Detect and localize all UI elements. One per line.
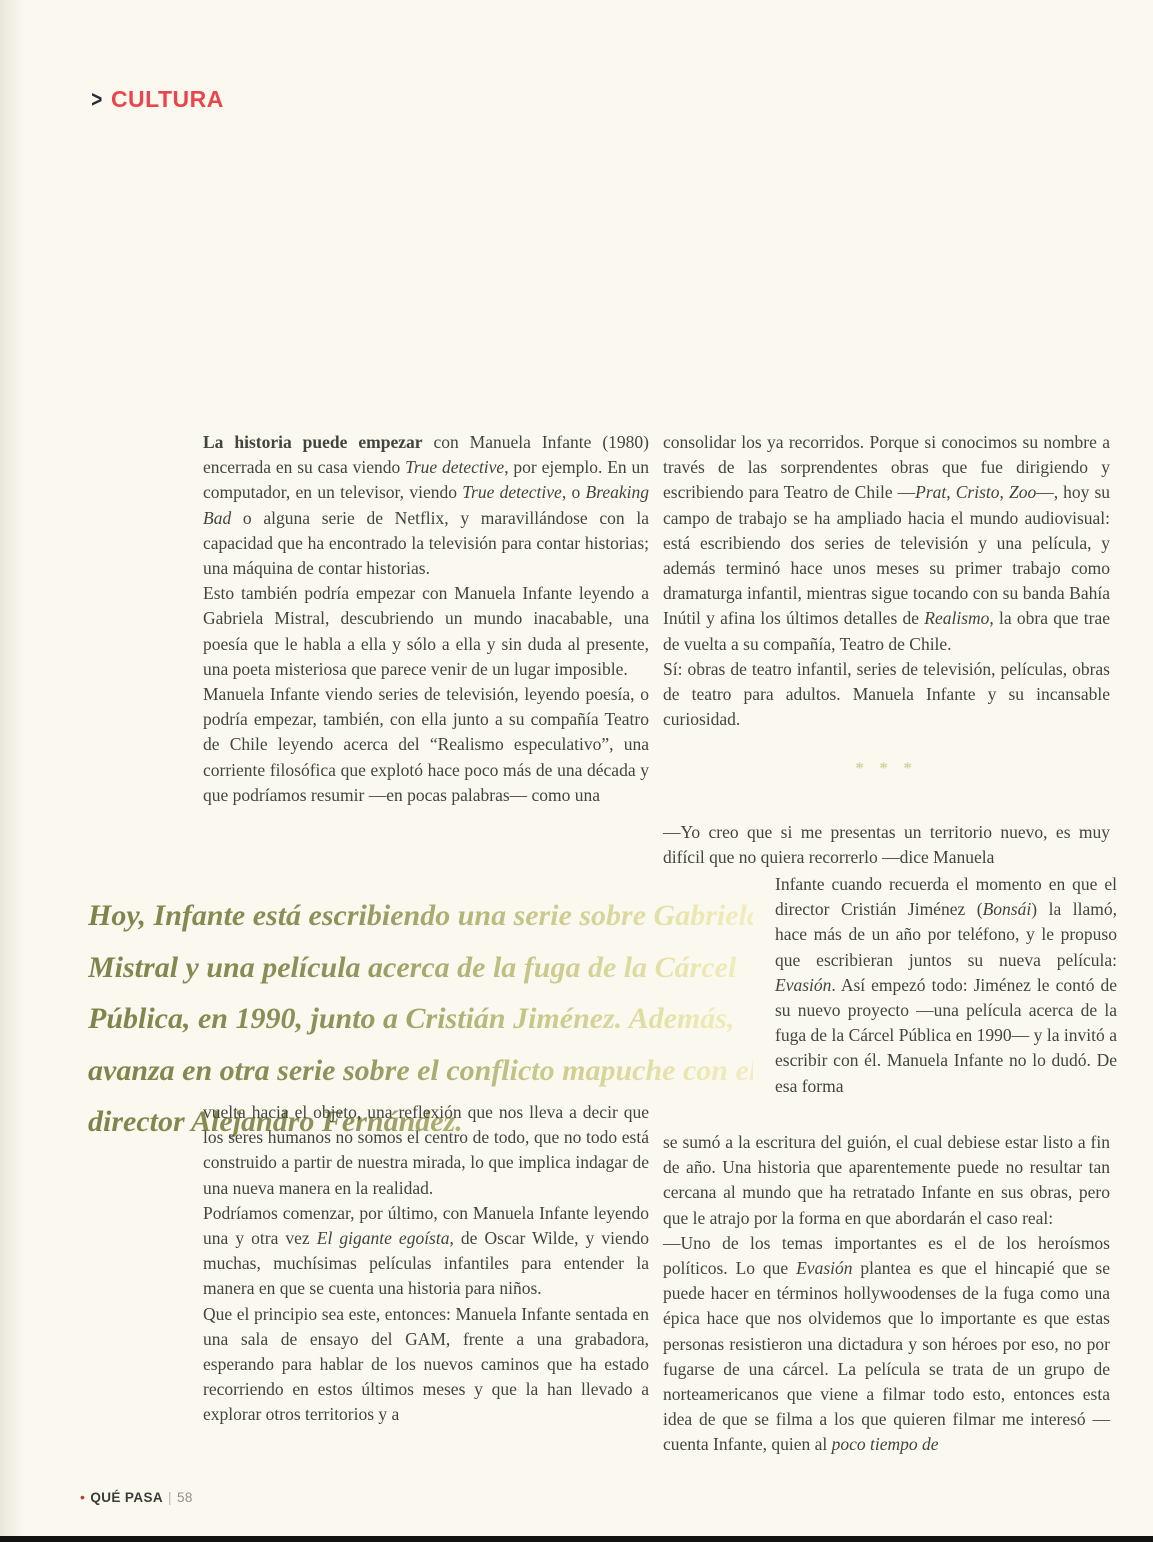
page-footer — [80, 1489, 193, 1505]
paragraph: Esto también podría empezar con Manuela Infante leyendo a Gabriela Mistral, descubriendo un mundo inacabable, una poesía que le habla a ella y sólo a ella y sin duda al presente, una poeta misteriosa que parece venir de un lugar imposible. — [203, 583, 649, 679]
left-column-top — [203, 430, 649, 808]
paragraph: vuelta hacia el objeto, una reflexión que nos lleva a decir que los seres humanos no somos el centro de todo, que no todo está construido a partir de nuestra mirada, lo que implica indagar de una nueva manera en la realidad. — [203, 1102, 649, 1198]
magazine-name: QUÉ PASA — [90, 1490, 164, 1505]
paragraph: Sí: obras de teatro infantil, series de televisión, películas, obras de teatro para adultos. Manuela Infante y su incansable curiosidad. — [663, 658, 1110, 730]
asterisk-separator: * * * — [855, 760, 918, 777]
scan-edge-shadow — [0, 0, 24, 1542]
right-column-bottom — [663, 1130, 1110, 1458]
scan-bottom-edge — [0, 1536, 1153, 1542]
paragraph: Podríamos comenzar, por último, con Manuela Infante leyendo una y otra vez El gigante egoísta, de Oscar Wilde, y viendo muchas, muchísimas películas infantiles para entender la manera en que se cuenta una historia para niños. — [203, 1202, 649, 1299]
paragraph: La historia puede empezar con Manuela Infante (1980) encerrada en su casa viendo True detective, por ejemplo. En un computador, en un televisor, viendo True detective, o Breaking Bad o alguna serie de Netflix, y maravillándose con la capacidad que ha encontrado la televisión para contar historias; una máquina de contar historias. — [203, 432, 649, 579]
section-header — [90, 86, 224, 113]
right-column-indented-wrap — [775, 872, 1117, 1099]
right-column-interview-lead — [663, 820, 1110, 870]
footer-divider: | — [168, 1490, 172, 1505]
right-column-top — [663, 430, 1110, 732]
paragraph: Manuela Infante viendo series de televisión, leyendo poesía, o podría empezar, también, con ella junto a su compañía Teatro de Chile leyendo acerca del “Realismo especulativo”, una corriente filosófica que explotó hace poco más de una década y que podríamos resumir —en pocas palabras— como una — [203, 684, 649, 805]
chevron-right-icon: > — [91, 86, 103, 112]
paragraph: se sumó a la escritura del guión, el cual debiese estar listo a fin de año. Una historia que aparentemente puede no resultar tan cercana al mundo que ha retratado Infante en sus obras, pero que le atrajo por la forma en que abordarán el caso real: — [663, 1132, 1110, 1228]
paragraph: consolidar los ya recorridos. Porque si conocimos su nombre a través de las sorprendentes obras que fue dirigiendo y escribiendo para Teatro de Chile —Prat, Cristo, Zoo—, hoy su campo de trabajo se ha ampliado hacia el mundo audiovisual: está escribiendo dos series de televisión y una película, y además terminó hace unos meses su primer trabajo como dramaturga infantil, mientras sigue tocando con su banda Bahía Inútil y afina los últimos detalles de Realismo, la obra que trae de vuelta a su compañía, Teatro de Chile. — [663, 432, 1111, 654]
paragraph: —Uno de los temas importantes es el de los heroísmos políticos. Lo que Evasión plantea es que el hincapié que se puede hacer en términos hollywoodenses de la fuga como una épica hace que nos olvidemos que lo importante es que estas personas resistieron una dictadura y son héroes por eso, no por fugarse de una cárcel. La película se trata de un grupo de norteamericanos que viene a filmar todo esto, entonces esta idea de que se filma a los que quieren filmar me interesó —cuenta Infante, quien al poco tiempo de — [663, 1232, 1111, 1455]
section-label: CULTURA — [110, 86, 224, 112]
page-number: 58 — [176, 1490, 193, 1505]
pull-quote: Hoy, Infante está escribiendo una serie sobre Gabriela Mistral y una película acerca de la fuga de la Cárcel Pública, en 1990, junto a Cristián Jiménez. Además, avanza en otra serie sobre el conflicto mapuche con el director Alejandro Fernández. — [88, 890, 753, 1148]
paragraph: Que el principio sea este, entonces: Manuela Infante sentada en una sala de ensayo del GAM, frente a una grabadora, esperando para hablar de los nuevos caminos que ha estado recorriendo en estos últimos meses y que la han llevado a explorar otros territorios y a — [203, 1303, 649, 1425]
footer-bullet-icon: • — [80, 1489, 86, 1505]
paragraph: —Yo creo que si me presentas un territorio nuevo, es muy difícil que no quiera recorrerlo —dice Manuela — [663, 822, 1110, 868]
left-column-bottom — [203, 1100, 649, 1428]
paragraph: Infante cuando recuerda el momento en que el director Cristián Jiménez (Bonsái) la llamó, hace más de un año por teléfono, y le propuso que escribieran juntos su nueva película: Evasión. Así empezó todo: Jiménez le contó de su nuevo proyecto —una película acerca de la fuga de la Cárcel Pública en 1990— y la invitó a escribir con él. Manuela Infante no lo dudó. De esa forma — [775, 874, 1117, 1096]
